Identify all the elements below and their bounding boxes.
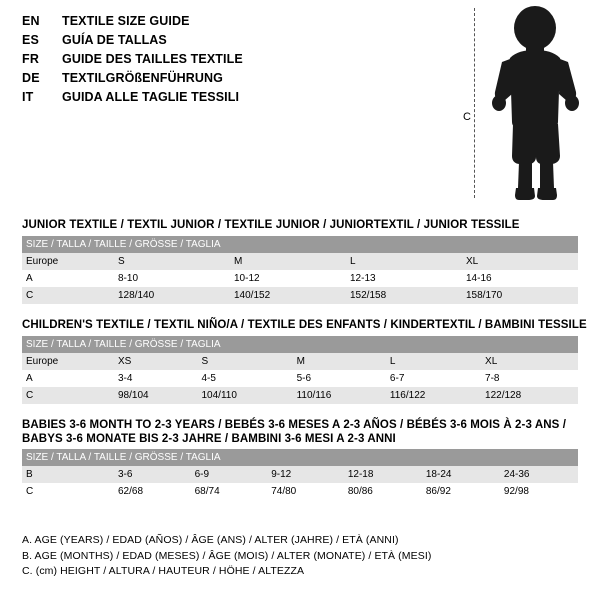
row-cell: 74/80 xyxy=(267,483,344,500)
language-row xyxy=(22,33,442,52)
row-cell: XL xyxy=(462,253,578,270)
section-title-junior: JUNIOR TEXTILE / TEXTIL JUNIOR / TEXTILE JUNIOR / JUNIORTEXTIL / JUNIOR TESSILE xyxy=(22,219,520,231)
row-cell: 86/92 xyxy=(422,483,500,500)
table-row xyxy=(22,483,578,500)
row-label: B xyxy=(22,466,114,483)
language-title: GUÍA DE TALLAS xyxy=(62,33,167,47)
row-cell: 9-12 xyxy=(267,466,344,483)
table-subheader-cell: SIZE / TALLA / TAILLE / GRÖSSE / TAGLIA xyxy=(22,449,578,466)
row-cell: 24-36 xyxy=(500,466,578,483)
row-cell: 104/110 xyxy=(197,387,292,404)
row-cell: 158/170 xyxy=(462,287,578,304)
table-subheader-row xyxy=(22,236,578,253)
child-silhouette-icon xyxy=(488,6,588,201)
row-cell: 68/74 xyxy=(191,483,268,500)
table-subheader-cell: SIZE / TALLA / TAILLE / GRÖSSE / TAGLIA xyxy=(22,336,578,353)
measurement-figure xyxy=(448,6,588,201)
row-cell: 116/122 xyxy=(386,387,481,404)
language-title: TEXTILE SIZE GUIDE xyxy=(62,14,190,28)
language-row xyxy=(22,14,442,33)
table-row xyxy=(22,387,578,404)
language-code: FR xyxy=(22,52,40,66)
row-cell: 140/152 xyxy=(230,287,346,304)
section-title-babies xyxy=(22,418,566,446)
row-cell: 152/158 xyxy=(346,287,462,304)
measure-label-c: C xyxy=(463,111,471,123)
row-cell: M xyxy=(230,253,346,270)
row-label: C xyxy=(22,287,114,304)
row-cell: 18-24 xyxy=(422,466,500,483)
row-cell: 80/86 xyxy=(344,483,422,500)
row-cell: 5-6 xyxy=(293,370,386,387)
language-code: ES xyxy=(22,33,40,47)
row-cell: XL xyxy=(481,353,578,370)
row-cell: 6-9 xyxy=(191,466,268,483)
table-row xyxy=(22,466,578,483)
row-label: A xyxy=(22,370,114,387)
row-label: C xyxy=(22,387,114,404)
row-cell: 12-13 xyxy=(346,270,462,287)
junior-size-table xyxy=(22,236,578,304)
row-label: Europe xyxy=(22,253,114,270)
row-cell: M xyxy=(293,353,386,370)
row-label: C xyxy=(22,483,114,500)
table-row xyxy=(22,353,578,370)
legend-line-b: B. AGE (MONTHS) / EDAD (MESES) / ÂGE (MOIS) / ALTER (MONATE) / ETÀ (MESI) xyxy=(22,549,432,562)
row-cell: 98/104 xyxy=(114,387,197,404)
height-measure-line xyxy=(474,8,475,198)
row-cell: 92/98 xyxy=(500,483,578,500)
table-subheader-row xyxy=(22,336,578,353)
language-title: GUIDE DES TAILLES TEXTILE xyxy=(62,52,243,66)
row-cell: 12-18 xyxy=(344,466,422,483)
row-label: Europe xyxy=(22,353,114,370)
row-cell: 14-16 xyxy=(462,270,578,287)
row-cell: 3-4 xyxy=(114,370,197,387)
language-title: TEXTILGRÖßENFÜHRUNG xyxy=(62,71,223,85)
table-subheader-cell: SIZE / TALLA / TAILLE / GRÖSSE / TAGLIA xyxy=(22,236,578,253)
language-row xyxy=(22,90,442,109)
children-size-table xyxy=(22,336,578,404)
language-header-block xyxy=(22,14,442,109)
row-cell: L xyxy=(346,253,462,270)
row-cell: 128/140 xyxy=(114,287,230,304)
row-cell: 122/128 xyxy=(481,387,578,404)
language-title: GUIDA ALLE TAGLIE TESSILI xyxy=(62,90,240,104)
row-cell: L xyxy=(386,353,481,370)
language-row xyxy=(22,71,442,90)
section-title-children: CHILDREN'S TEXTILE / TEXTIL NIÑO/A / TEXTILE DES ENFANTS / KINDERTEXTIL / BAMBINI TESSILE xyxy=(22,319,587,331)
row-cell: S xyxy=(114,253,230,270)
babies-size-table xyxy=(22,449,578,500)
legend-line-a: A. AGE (YEARS) / EDAD (AÑOS) / ÂGE (ANS) / ALTER (JAHRE) / ETÀ (ANNI) xyxy=(22,534,399,546)
row-cell: 6-7 xyxy=(386,370,481,387)
table-row xyxy=(22,370,578,387)
table-subheader-row xyxy=(22,449,578,466)
row-cell: 3-6 xyxy=(114,466,191,483)
legend-line-c: C. (cm) HEIGHT / ALTURA / HAUTEUR / HÖHE / ALTEZZA xyxy=(22,565,305,577)
language-code: DE xyxy=(22,71,40,85)
row-cell: 7-8 xyxy=(481,370,578,387)
language-code: EN xyxy=(22,14,40,28)
table-row xyxy=(22,287,578,304)
row-cell: 10-12 xyxy=(230,270,346,287)
row-cell: 8-10 xyxy=(114,270,230,287)
legend-block xyxy=(22,533,582,580)
row-cell: S xyxy=(197,353,292,370)
language-row xyxy=(22,52,442,71)
section-title-babies-line2: BABYS 3-6 MONATE BIS 2-3 JAHRE / BAMBINI 3-6 MESI A 2-3 ANNI xyxy=(22,433,396,445)
row-cell: XS xyxy=(114,353,197,370)
table-row xyxy=(22,253,578,270)
row-cell: 110/116 xyxy=(293,387,386,404)
table-row xyxy=(22,270,578,287)
section-title-babies-line1: BABIES 3-6 MONTH TO 2-3 YEARS / BEBÉS 3-6 MESES A 2-3 AÑOS / BÉBÉS 3-6 MOIS À 2-3 ANS / xyxy=(22,419,566,431)
row-cell: 4-5 xyxy=(197,370,292,387)
language-code: IT xyxy=(22,90,34,104)
row-label: A xyxy=(22,270,114,287)
row-cell: 62/68 xyxy=(114,483,191,500)
